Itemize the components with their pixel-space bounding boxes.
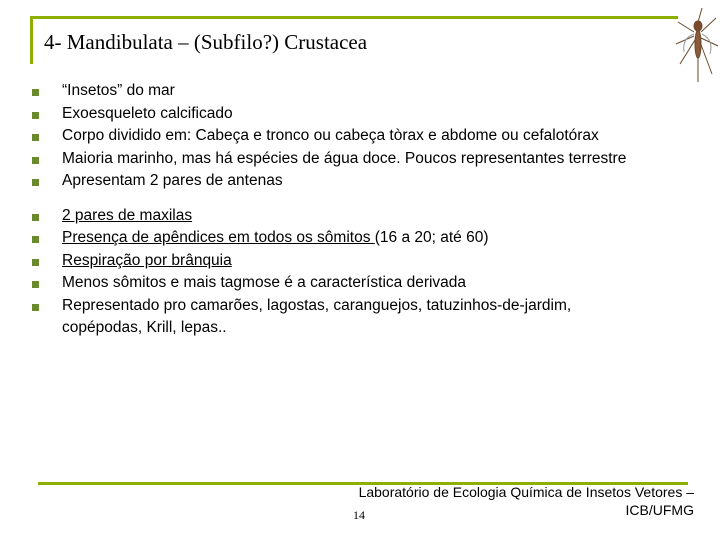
list-item [32, 170, 652, 193]
item-text: “Insetos” do mar [62, 82, 175, 99]
item-text: Menos sômitos e mais tagmose é a característica derivada [62, 274, 467, 291]
list-item [32, 80, 652, 103]
bullet-marker [32, 112, 39, 119]
bullet-marker [32, 236, 39, 243]
item-text: Corpo dividido em: Cabeça e tronco ou cabeça tòrax e abdome ou cefalotórax [62, 127, 599, 144]
bullet-list [32, 80, 652, 340]
bullet-marker [32, 157, 39, 164]
list-item [32, 250, 652, 273]
bullet-marker [32, 134, 39, 141]
footer-line-2: ICB/UFMG [625, 502, 694, 518]
mosquito-icon [672, 4, 720, 86]
item-text: Maioria marinho, mas há espécies de água doce. Poucos representantes terrestre [62, 149, 627, 167]
list-item [32, 227, 652, 250]
list-item [32, 148, 652, 171]
bullet-marker [32, 214, 39, 221]
bullet-marker [32, 281, 39, 288]
bullet-marker [32, 259, 39, 266]
list-item [32, 205, 652, 228]
item-text: Exoesqueleto calcificado [62, 104, 233, 122]
item-text: Respiração por brânquia [62, 251, 232, 269]
footer-line-1: Laboratório de Ecologia Química de Insetos Vetores – [358, 484, 694, 500]
title-frame-left [30, 16, 33, 64]
item-text: Representado pro camarões, lagostas, caranguejos, tatuzinhos-de-jardim, copépodas, Krill, lepas.. [62, 296, 572, 336]
bullet-marker [32, 89, 39, 96]
item-text-underlined: Presença de apêndices em todos os sômitos [62, 229, 375, 246]
list-item [32, 295, 652, 340]
page-number: 14 [353, 508, 365, 522]
bullet-marker [32, 304, 39, 311]
item-text: Apresentam 2 pares de antenas [62, 172, 283, 189]
item-text: 2 pares de maxilas [62, 206, 193, 224]
list-item [32, 125, 652, 148]
list-item [32, 103, 652, 126]
footer-credit [274, 483, 694, 519]
item-text-rest: (16 a 20; até 60) [374, 229, 489, 246]
bullet-marker [32, 179, 39, 186]
list-item [32, 272, 652, 295]
slide-title: 4- Mandibulata – (Subfilo?) Crustacea [44, 30, 368, 54]
title-frame-top [30, 16, 678, 19]
